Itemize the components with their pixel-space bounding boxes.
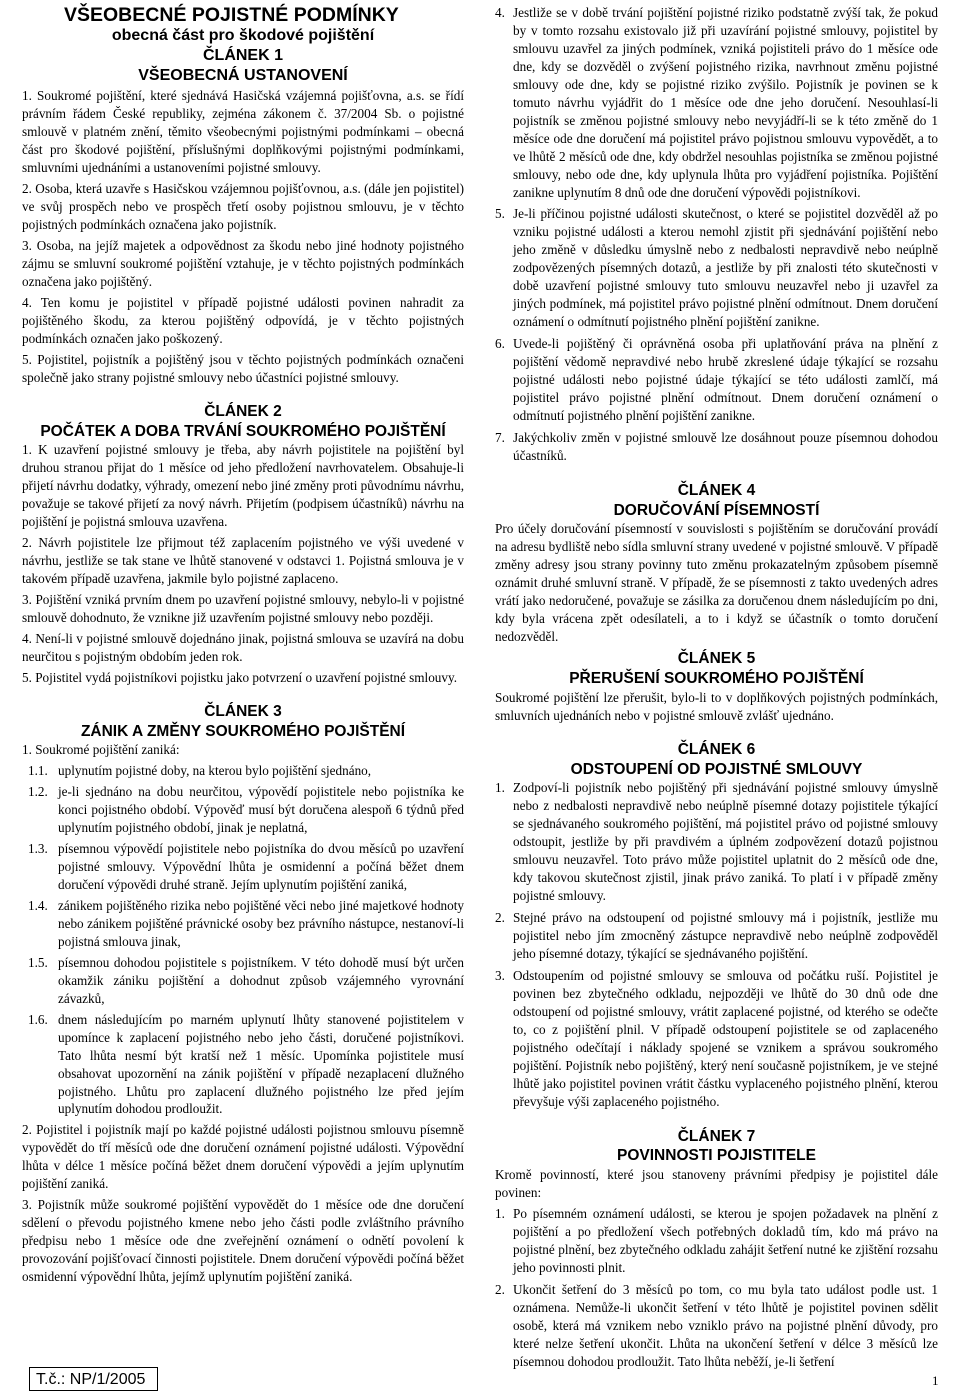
list-item: 3. Odstoupením od pojistné smlouvy se smlouva od počátku ruší. Pojistitel je povinen bez zbytečného odkladu, nejpozději ve lhůtě do 30 dnů ode dne odstoupení od pojistné smlouvy, vrátit zaplacené pojistné, od kterého se odečte to, co z pojištění plnil. V případě odstoupení pojistitele se od zaplaceného pojistného odečítají i náklady spojené se vznikem a správou soukromého pojištění. Pojistník nebo pojištěný, který není současně pojistníkem, je ve stejné lhůtě jako pojistitel povinen vrátit částku vyplaceného pojistného plnění, kterou převyšuje výši zaplaceného pojistného. xyxy=(495,967,938,1109)
article-1-paragraph: 3. Osoba, na jejíž majetek a odpovědnost za škodu nebo jiné hodnoty pojistného zájmu se smluvní soukromé pojištění vztahuje, je v těchto pojistných podmínkách označena jako pojištěný. xyxy=(22,238,464,289)
list-item: 2. Ukončit šetření do 3 měsíců po tom, co mu byla tato událost podle ust. 1 oznámena. Nemůže-li ukončit šetření v této lhůtě je pojistitel povinen sdělit osobě, která má vznikem nebo vzniklo právo na pojistné plnění důvody, pro které nelze šetření ukončit. Lhůta na ukončení šetření v délce 3 měsíců lze písemnou dohodou prodloužit. Tato lhůta neběží, je-li šetření xyxy=(495,1281,938,1369)
list-item: 1. Po písemném oznámení události, se kterou je spojen požadavek na plnění z pojištění a po předložení všech potřebných dokladů tím, kdo má právo na pojistné plnění, bez zbytečného odkladu zahájit šetření nutné ke zjištění rozsahu jeho povinnosti plnit. xyxy=(495,1206,938,1275)
article-1-label: ČLÁNEK 1 xyxy=(202,47,283,65)
document-subtitle: obecná část pro škodové pojištění xyxy=(111,27,375,45)
document-code-box: T.č.: NP/1/2005 xyxy=(29,1367,158,1391)
article-2-label: ČLÁNEK 2 xyxy=(204,402,282,420)
article-2-paragraph: 4. Není-li v pojistné smlouvě dojednáno jinak, pojistná smlouva se uzavírá na dobu neurčitou s pojistným obdobím jeden rok. xyxy=(22,630,464,664)
list-item: 1.2. je-li sjednáno na dobu neurčitou, výpovědí pojistitele nebo pojistníka ke konci pojistného období. Výpověď musí být doručena alespoň 6 týdnů před uplynutím pojistného období, jinak je neplatná, xyxy=(28,784,464,836)
article-3-label: ČLÁNEK 3 xyxy=(204,702,282,720)
article-1-paragraph: 4. Ten komu je pojistitel v případě pojistné události povinen nahradit za pojištěného škodu, za kterou pojištěný odpovídá, je v těchto pojistných podmínkách označen jako poškozený. xyxy=(22,294,464,346)
list-item: 7. Jakýchkoliv změn v pojistné smlouvě lze dosáhnout pouze písemnou dohodou účastníků. xyxy=(495,429,938,463)
article-1-paragraph: 2. Osoba, která uzavře s Hasičskou vzájemnou pojišťovnou, a.s. (dále jen pojistitel) ve svůj prospěch nebo ve prospěch třetí osoby pojistnou smlouvu, je v těchto pojistných podmínkách označena jako pojistník. xyxy=(22,181,464,233)
list-item: 6. Uvede-li pojištěný či oprávněná osoba při uplatňování práva na plnění z pojištění vědomě nepravdivé nebo hrubě zkreslené údaje týkající se rozsahu pojistné události nebo pojistné údaje týkající se této události zamlčí, má pojistitel právo pojistné plnění odmítnout. Dnem doručení oznámení o odmítnutí pojistného plnění pojištění zanikne. xyxy=(495,336,938,423)
article-5-paragraph: Soukromé pojištění lze přerušit, bylo-li to v doplňkových pojistných podmínkách, smluvních ujednáních nebo v pojistné smlouvě zvlášť ujednáno. xyxy=(495,689,938,723)
right-column xyxy=(495,4,938,1375)
article-2-title: POČÁTEK A DOBA TRVÁNÍ SOUKROMÉHO POJIŠTĚNÍ xyxy=(40,422,446,440)
article-3-title: ZÁNIK A ZMĚNY SOUKROMÉHO POJIŠTĚNÍ xyxy=(80,722,406,740)
article-3-paragraph: 2. Pojistitel i pojistník mají po každé pojistné události pojistnou smlouvu písemně vypovědět do tří měsíců ode dne doručení oznámení pojistné události. Výpovědní lhůta v délce 1 měsíce počíná běžet dnem doručení výpovědi a jejím uplynutím pojištění zaniká. xyxy=(22,1122,464,1192)
article-4-label: ČLÁNEK 4 xyxy=(677,481,756,499)
list-item: 1.5. písemnou dohodou pojistitele s pojistníkem. V této dohodě musí být určen okamžik zániku pojištění a dohodnut způsob vzájemného vyrovnání závazků, xyxy=(28,954,464,1006)
list-item: 1.4. zánikem pojištěného rizika nebo pojištěné věci nebo jiné majetkové hodnoty nebo zánikem pojištěné právnické osoby bez právního nástupce, nestanoví-li pojistná smlouva jinak, xyxy=(28,898,464,949)
article-5-title: PŘERUŠENÍ SOUKROMÉHO POJIŠTĚNÍ xyxy=(569,669,864,687)
article-7-label: ČLÁNEK 7 xyxy=(677,1127,756,1145)
article-6-title: ODSTOUPENÍ OD POJISTNÉ SMLOUVY xyxy=(570,760,863,778)
article-2-paragraph: 5. Pojistitel vydá pojistníkovi pojistku jako potvrzení o uzavření pojistné smlouvy. xyxy=(22,669,458,685)
list-item: 1.6. dnem následujícím po marném uplynutí lhůty stanovené pojistitelem v upomínce k zaplacení pojistného nebo jeho části, doručené pojistníkovi. Tato lhůta nesmí být kratší než 1 měsíc. Upomínka pojistitele musí obsahovat upozornění na zánik pojištění v případě nezaplacení dlužného pojistného. Lhůtu pro zaplacení dlužného pojistného lze před jejím uplynutím dohodou prodloužit. xyxy=(28,1011,464,1117)
left-column xyxy=(22,4,464,1289)
article-1-paragraph: 1. Soukromé pojištění, které sjednává Hasičská vzájemná pojišťovna, a.s. se řídí právním řádem České republiky, zejména zákonem č. 37/2004 Sb. o pojistné smlouvě v platném znění, těmito všeobecnými pojistnými podmínkami – obecná část pro škodové pojištění, příslušnými doplňkovými pojistnými podmínkami, smluvními ujednáními a ustanoveními pojistné smlouvy. xyxy=(22,88,464,176)
article-2-paragraph: 1. K uzavření pojistné smlouvy je třeba, aby návrh pojistitele na pojištění byl druhou stranou přijat do 1 měsíce od jeho předložení navrhovatelem. Obsahuje-li přijetí návrhu dodatky, výhrady, omezení nebo jiné změny proti původnímu návrhu, považuje se takové přijetí za nový návrh. Přijetím (podpisem účastníků) návrhu na pojištění je pojistná smlouva uzavřena. xyxy=(22,442,464,530)
article-5-label: ČLÁNEK 5 xyxy=(677,650,756,668)
list-item: 1.3. písemnou výpovědí pojistitele nebo pojistníka do dvou měsíců po uzavření pojistné smlouvy. Výpovědní lhůta je osmidenní a počíná běžet dnem doručení výpovědi druhé straně. Jejím uplynutím pojištění zaniká, xyxy=(28,841,464,893)
document-title: VŠEOBECNÉ POJISTNÉ PODMÍNKY xyxy=(64,4,399,26)
list-item: 4. Jestliže se v době trvání pojištění pojistné riziko podstatně zvýší tak, že pokud by v tomto rozsahu existovalo již při uzavírání pojistné smlouvy, pojistitel by smlouvu uzavřel za jiných podmínek, vzniká pojistiteli právo do 1 měsíce ode dne, kdy se dozvěděl o zvýšení pojistného rizika, navrhnout změnu pojistné smlouvy ode dne, kdy se pojistné riziko zvýšilo. Pojistník je povinen se k tomuto návrhu vyjádřit do 1 měsíce ode dne jeho doručení. Nesouhlasí-li pojistník se změnou pojistné smlouvy nebo nevyjádří-li se k této změně do 1 měsíce ode dne doručení má pojistitel právo pojistnou smlouvu vypovědět, a to ve lhůtě 2 měsíců ode dne, kdy obdržel nesouhlas pojistníka se změnou pojistné smlouvy, nebo ode dne, kdy uplynula lhůta pro vyjádření pojistníka. Pojištění zanikne uplynutím 8 dnů ode dne doručení výpovědi pojistníkovi. xyxy=(495,5,938,200)
list-item: 5. Je-li příčinou pojistné události skutečnost, o které se pojistitel dozvěděl až po vzniku pojistné události a kterou nemohl zjistit při sjednávání pojištění nebo jeho změně v důsledku úmyslně nebo z nedbalosti nepravdivě nebo neúplně zodpovězených písemných dotazů, a jestliže by při znalosti této skutečnosti v době uzavření pojistné smlouvy tuto smlouvu neuzavřel nebo ji uzavřel za jiných podmínek, má pojistitel právo pojistné plnění odmítnout. Dnem doručení oznámení o odmítnutí pojistného plnění pojištění zanikne. xyxy=(495,206,938,330)
page-number: 1 xyxy=(932,1373,939,1388)
list-item: 1.1. uplynutím pojistné doby, na kterou bylo pojištění sjednáno, xyxy=(28,763,372,779)
article-3-intro: 1. Soukromé pojištění zaniká: xyxy=(22,742,180,758)
list-item: 1. Zodpoví-li pojistník nebo pojištěný při sjednávání pojistné smlouvy úmyslně nebo z nedbalosti nepravdivě nebo neúplně písemné dotazy pojistitele týkající se sjednávaného soukromého pojištění, má pojistitel právo od pojistné smlouvy odstoupit, jestliže by při pravdivém a úplném zodpovězení dotazů pojistnou smlouvu neuzavřel. Toto právo může pojistitel uplatnit do 2 měsíců ode dne, kdy takovou skutečnost zjistil, jinak právo zaniká. To platí i v případě změny pojistné smlouvy. xyxy=(495,780,938,904)
article-7-intro: Kromě povinností, které jsou stanoveny právními předpisy je pojistitel dále povinen: xyxy=(495,1167,938,1201)
article-1-title: VŠEOBECNÁ USTANOVENÍ xyxy=(138,67,348,85)
article-2-paragraph: 2. Návrh pojistitele lze přijmout též zaplacením pojistného ve výši uvedené v návrhu, jestliže se tak stane ve lhůtě stanovené v odstavci 1. Pojistná smlouva je v takovém případě uzavřena, jakmile bylo pojistné zaplaceno. xyxy=(22,535,464,586)
article-4-paragraph: Pro účely doručování písemností v souvislosti s pojištěním se doručování provádí na adresu bydliště nebo sídla smluvní strany uvedené v pojistné smlouvě. V případě změny adresy jsou strany povinny tuto změnu prokazatelným způsobem písemně oznámit druhé smluvní straně. V případě, že se písemnosti z takto uvedených adres vrátí jako nedoručené, považuje se zásilka za doručenou dnem následujícím po dni, kdy byla vrácena zpět odesílateli, a to i když se účastník o tomto doručení nedozvěděl. xyxy=(495,521,938,645)
article-7-title: POVINNOSTI POJISTITELE xyxy=(617,1147,816,1165)
article-6-label: ČLÁNEK 6 xyxy=(677,740,756,758)
article-4-title: DORUČOVÁNÍ PÍSEMNOSTÍ xyxy=(613,501,820,519)
list-item: 2. Stejné právo na odstoupení od pojistné smlouvy má i pojistník, jestliže mu pojistitel nebo jím zmocněný zástupce nepravdivě nebo neúplně zodpověděl jeho písemné dotazy, týkající se sjednávaného pojištění. xyxy=(495,910,938,961)
article-2-paragraph: 3. Pojištění vzniká prvním dnem po uzavření pojistné smlouvy, nebylo-li v pojistné smlouvě dohodnuto, že vznikne již uzavřením pojistné smlouvy nebo později. xyxy=(22,591,464,625)
article-1-paragraph: 5. Pojistitel, pojistník a pojištěný jsou v těchto pojistných podmínkách označeni společně jako strany pojistné smlouvy nebo účastníci pojistné smlouvy. xyxy=(22,351,464,385)
article-3-paragraph: 3. Pojistník může soukromé pojištění vypovědět do 1 měsíce ode dne doručení sdělení o převodu pojistného kmene nebo jeho části podle zvláštního právního předpisu nebo 1 měsíce ode dne zveřejnění oznámení o odnětí povolení k provozování pojišťovací činnosti pojistitele. Dnem doručení výpovědi počíná běžet osmidenní výpovědní lhůta, jejímž uplynutím pojištění zaniká. xyxy=(22,1197,464,1285)
